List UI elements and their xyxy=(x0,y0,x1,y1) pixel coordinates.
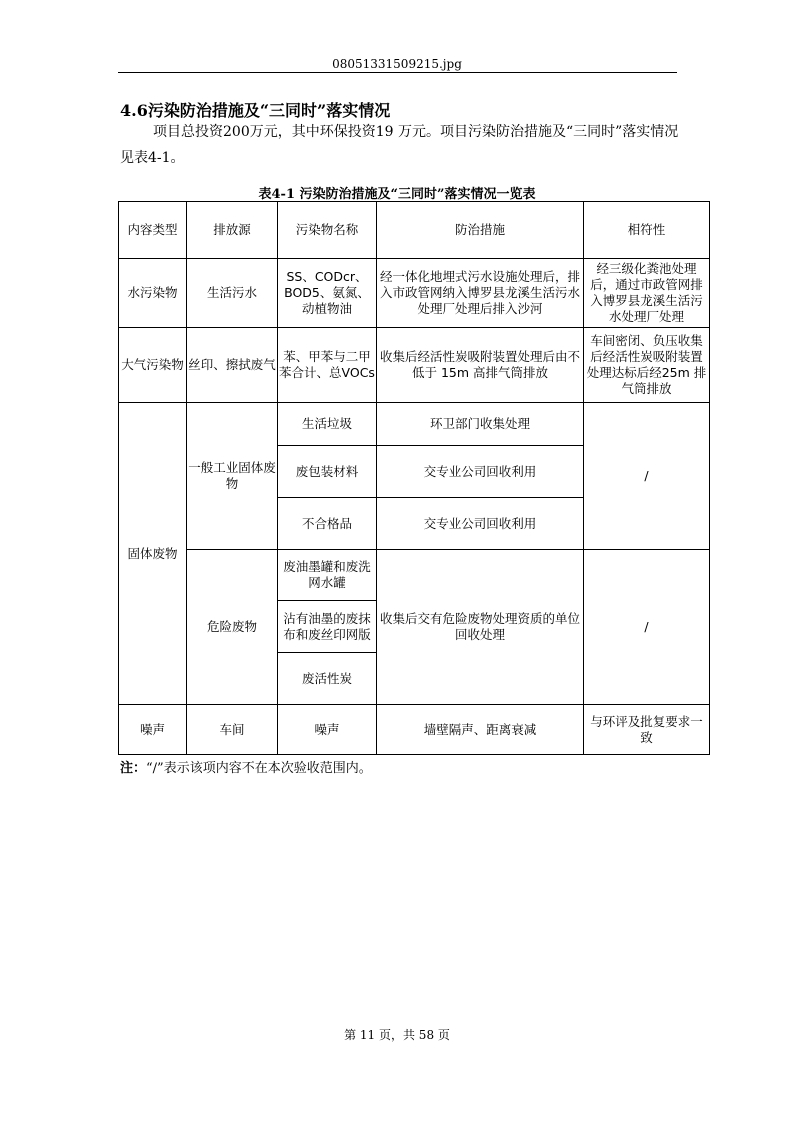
source-cell: 生活污水 xyxy=(187,259,278,328)
compliance-cell: 经三级化粪池处理后，通过市政管网排入博罗县龙溪生活污水处理厂处理 xyxy=(584,259,710,328)
pollutant-cell: 噪声 xyxy=(278,705,377,755)
header-rule xyxy=(118,72,677,73)
source-cell: 危险废物 xyxy=(187,550,278,705)
source-cell: 一般工业固体废物 xyxy=(187,403,278,550)
pollutant-cell: 生活垃圾 xyxy=(278,403,377,446)
pollutant-cell: 废活性炭 xyxy=(278,653,377,705)
measure-cell: 收集后经活性炭吸附装置处理后由不低于 15m 高排气筒排放 xyxy=(377,328,584,403)
table-row-solid-hazard-1 xyxy=(119,550,710,601)
measure-cell: 环卫部门收集处理 xyxy=(377,403,584,446)
compliance-cell: 与环评及批复要求一致 xyxy=(584,705,710,755)
header-cell: 内容类型 xyxy=(119,202,187,259)
measure-cell: 墙壁隔声、距离衰减 xyxy=(377,705,584,755)
measure-cell: 交专业公司回收利用 xyxy=(377,498,584,550)
pollutant-cell: 废油墨罐和废洗网水罐 xyxy=(278,550,377,601)
table-row-water xyxy=(119,259,710,328)
header-filename: 08051331509215.jpg xyxy=(332,57,462,71)
type-cell: 水污染物 xyxy=(119,259,187,328)
type-cell: 噪声 xyxy=(119,705,187,755)
measure-cell: 经一体化地埋式污水设施处理后，排入市政管网纳入博罗县龙溪生活污水处理厂处理后排入沙河 xyxy=(377,259,584,328)
intro-paragraph: 项目总投资200万元，其中环保投资19 万元。项目污染防治措施及“三同时”落实情况见表4-1。 xyxy=(120,124,679,166)
compliance-cell: / xyxy=(584,403,710,550)
note-text: “/”表示该项内容不在本次验收范围内。 xyxy=(146,761,372,776)
pollutant-cell: 沾有油墨的废抹布和废丝印网版 xyxy=(278,601,377,653)
header-cell: 防治措施 xyxy=(377,202,584,259)
pollutant-cell: 废包装材料 xyxy=(278,446,377,498)
source-cell: 丝印、擦拭废气 xyxy=(187,328,278,403)
header-cell: 排放源 xyxy=(187,202,278,259)
type-cell: 大气污染物 xyxy=(119,328,187,403)
page-footer: 第 11 页，共 58 页 xyxy=(344,1028,450,1042)
table-note xyxy=(120,757,372,776)
compliance-cell: / xyxy=(584,550,710,705)
section-title: 4.6污染防治措施及“三同时”落实情况 xyxy=(120,101,391,120)
table-header-row xyxy=(119,202,710,259)
pollutant-cell: SS、CODcr、BOD5、氨氮、动植物油 xyxy=(278,259,377,328)
type-cell: 固体废物 xyxy=(119,403,187,705)
header-cell: 相符性 xyxy=(584,202,710,259)
measure-cell: 收集后交有危险废物处理资质的单位回收处理 xyxy=(377,550,584,705)
table-title: 表4-1 污染防治措施及“三同时”落实情况一览表 xyxy=(258,187,536,202)
note-label: 注： xyxy=(120,761,147,776)
compliance-cell: 车间密闭、负压收集后经活性炭吸附装置处理达标后经25m 排气筒排放 xyxy=(584,328,710,403)
table-row-noise xyxy=(119,705,710,755)
measure-cell: 交专业公司回收利用 xyxy=(377,446,584,498)
pollutant-cell: 不合格品 xyxy=(278,498,377,550)
source-cell: 车间 xyxy=(187,705,278,755)
table-row-air xyxy=(119,328,710,403)
table-row-solid-general-1 xyxy=(119,403,710,446)
pollution-measures-table xyxy=(118,201,710,755)
pollutant-cell: 苯、甲苯与二甲苯合计、总VOCs xyxy=(278,328,377,403)
header-cell: 污染物名称 xyxy=(278,202,377,259)
